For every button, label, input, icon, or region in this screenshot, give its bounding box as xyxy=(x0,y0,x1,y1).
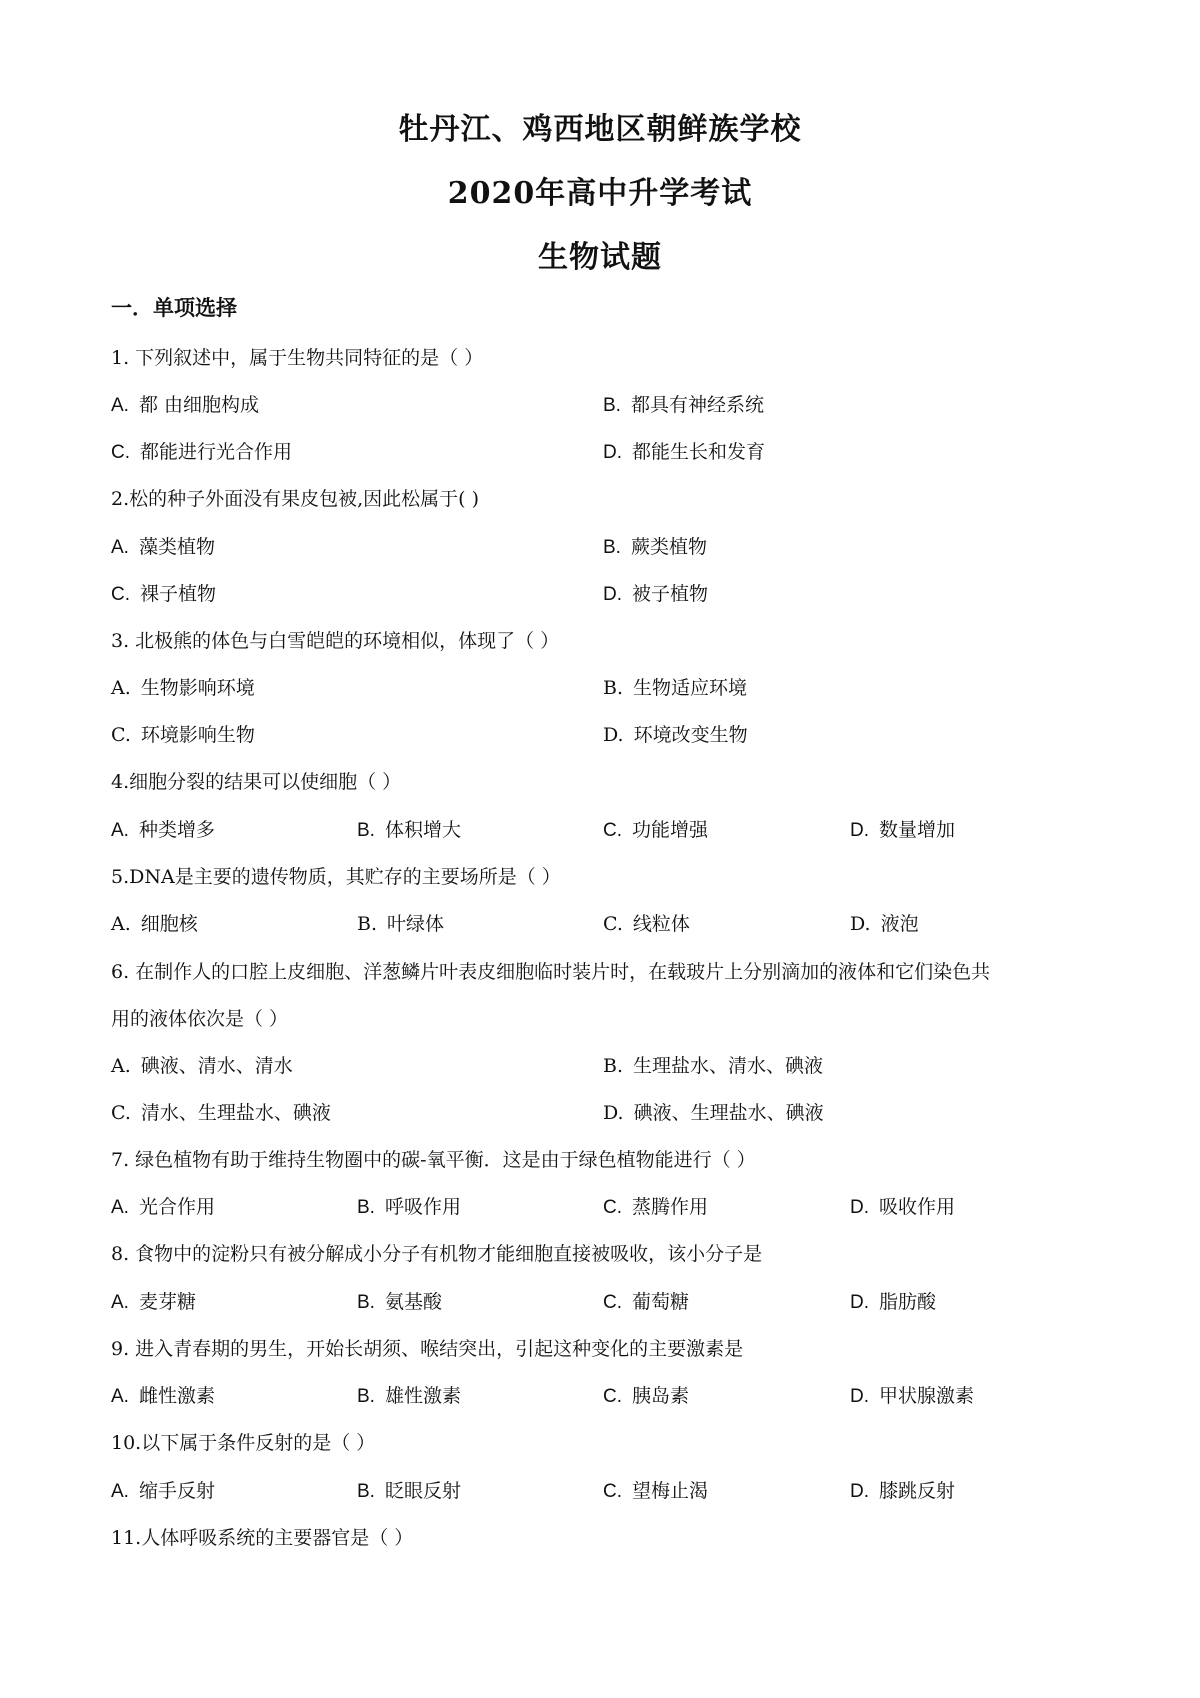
question-2-option-a: A. 藻类植物 xyxy=(111,536,215,558)
question-2-stem: 2.松的种子外面没有果皮包被,因此松属于( ) xyxy=(111,488,480,510)
question-9-option-a: A. 雌性激素 xyxy=(111,1385,215,1407)
question-4-option-d: D. 数量增加 xyxy=(850,819,956,841)
question-3-option-d: D. 环境改变生物 xyxy=(603,724,748,746)
question-9-option-c: C. 胰岛素 xyxy=(603,1385,690,1407)
question-7-option-a: A. 光合作用 xyxy=(111,1196,215,1218)
question-8-option-a: A. 麦芽糖 xyxy=(111,1291,196,1313)
question-6-stem: 6. 在制作人的口腔上皮细胞、洋葱鳞片叶表皮细胞临时装片时，在载玻片上分别滴加的液体和它们染色共 xyxy=(111,961,991,983)
question-11-stem: 11.人体呼吸系统的主要器官是（ ） xyxy=(111,1527,414,1549)
question-10-option-b: B. 眨眼反射 xyxy=(357,1480,461,1502)
question-5-option-b: B. 叶绿体 xyxy=(357,913,445,935)
question-7-option-c: C. 蒸腾作用 xyxy=(603,1196,709,1218)
question-6-stem-continued: 用的液体依次是（ ） xyxy=(111,1008,289,1030)
question-9-stem: 9. 进入青春期的男生，开始长胡须、喉结突出，引起这种变化的主要激素是 xyxy=(111,1338,744,1360)
section-heading: 一．单项选择 xyxy=(111,295,237,320)
question-8-option-c: C. 葡萄糖 xyxy=(603,1291,690,1313)
question-4-option-a: A. 种类增多 xyxy=(111,819,215,841)
question-5-option-a: A. 细胞核 xyxy=(111,913,198,935)
question-7-option-b: B. 呼吸作用 xyxy=(357,1196,461,1218)
question-10-option-c: C. 望梅止渴 xyxy=(603,1480,709,1502)
question-4-stem: 4.细胞分裂的结果可以使细胞（ ） xyxy=(111,771,402,793)
question-3-option-c: C. 环境影响生物 xyxy=(111,724,255,746)
question-4-option-c: C. 功能增强 xyxy=(603,819,709,841)
question-7-stem: 7. 绿色植物有助于维持生物圈中的碳-氧平衡．这是由于绿色植物能进行（ ） xyxy=(111,1149,756,1171)
question-1-option-a: A. 都 由细胞构成 xyxy=(111,394,259,416)
question-6-option-a: A. 碘液、清水、清水 xyxy=(111,1055,293,1077)
question-9-option-d: D. 甲状腺激素 xyxy=(850,1385,975,1407)
question-8-option-d: D. 脂肪酸 xyxy=(850,1291,937,1313)
question-10-stem: 10.以下属于条件反射的是（ ） xyxy=(111,1432,376,1454)
question-5-option-d: D. 液泡 xyxy=(850,913,919,935)
question-3-stem: 3. 北极熊的体色与白雪皑皑的环境相似，体现了（ ） xyxy=(111,630,560,652)
question-3-option-a: A. 生物影响环境 xyxy=(111,677,255,699)
question-1-stem: 1. 下列叙述中，属于生物共同特征的是（ ） xyxy=(111,347,484,369)
question-5-stem: 5.DNA是主要的遗传物质，其贮存的主要场所是（ ） xyxy=(111,866,561,888)
question-1-option-c: C. 都能进行光合作用 xyxy=(111,441,293,463)
question-8-option-b: B. 氨基酸 xyxy=(357,1291,442,1313)
question-6-option-d: D. 碘液、生理盐水、碘液 xyxy=(603,1102,824,1124)
question-10-option-a: A. 缩手反射 xyxy=(111,1480,215,1502)
question-4-option-b: B. 体积增大 xyxy=(357,819,461,841)
subject-title: 生物试题 xyxy=(538,240,662,275)
question-2-option-d: D. 被子植物 xyxy=(603,583,709,605)
question-3-option-b: B. 生物适应环境 xyxy=(603,677,748,699)
question-2-option-c: C. 裸子植物 xyxy=(111,583,217,605)
question-7-option-d: D. 吸收作用 xyxy=(850,1196,956,1218)
question-5-option-c: C. 线粒体 xyxy=(603,913,690,935)
question-2-option-b: B. 蕨类植物 xyxy=(603,536,707,558)
question-1-option-d: D. 都能生长和发育 xyxy=(603,441,766,463)
question-6-option-b: B. 生理盐水、清水、碘液 xyxy=(603,1055,824,1077)
question-9-option-b: B. 雄性激素 xyxy=(357,1385,461,1407)
school-title: 牡丹江、鸡西地区朝鲜族学校 xyxy=(398,112,802,147)
question-10-option-d: D. 膝跳反射 xyxy=(850,1480,956,1502)
question-1-option-b: B. 都具有神经系统 xyxy=(603,394,764,416)
question-6-option-c: C. 清水、生理盐水、碘液 xyxy=(111,1102,331,1124)
question-8-stem: 8. 食物中的淀粉只有被分解成小分子有机物才能细胞直接被吸收，该小分子是 xyxy=(111,1243,763,1265)
exam-title: 2020年高中升学考试 xyxy=(447,176,753,211)
